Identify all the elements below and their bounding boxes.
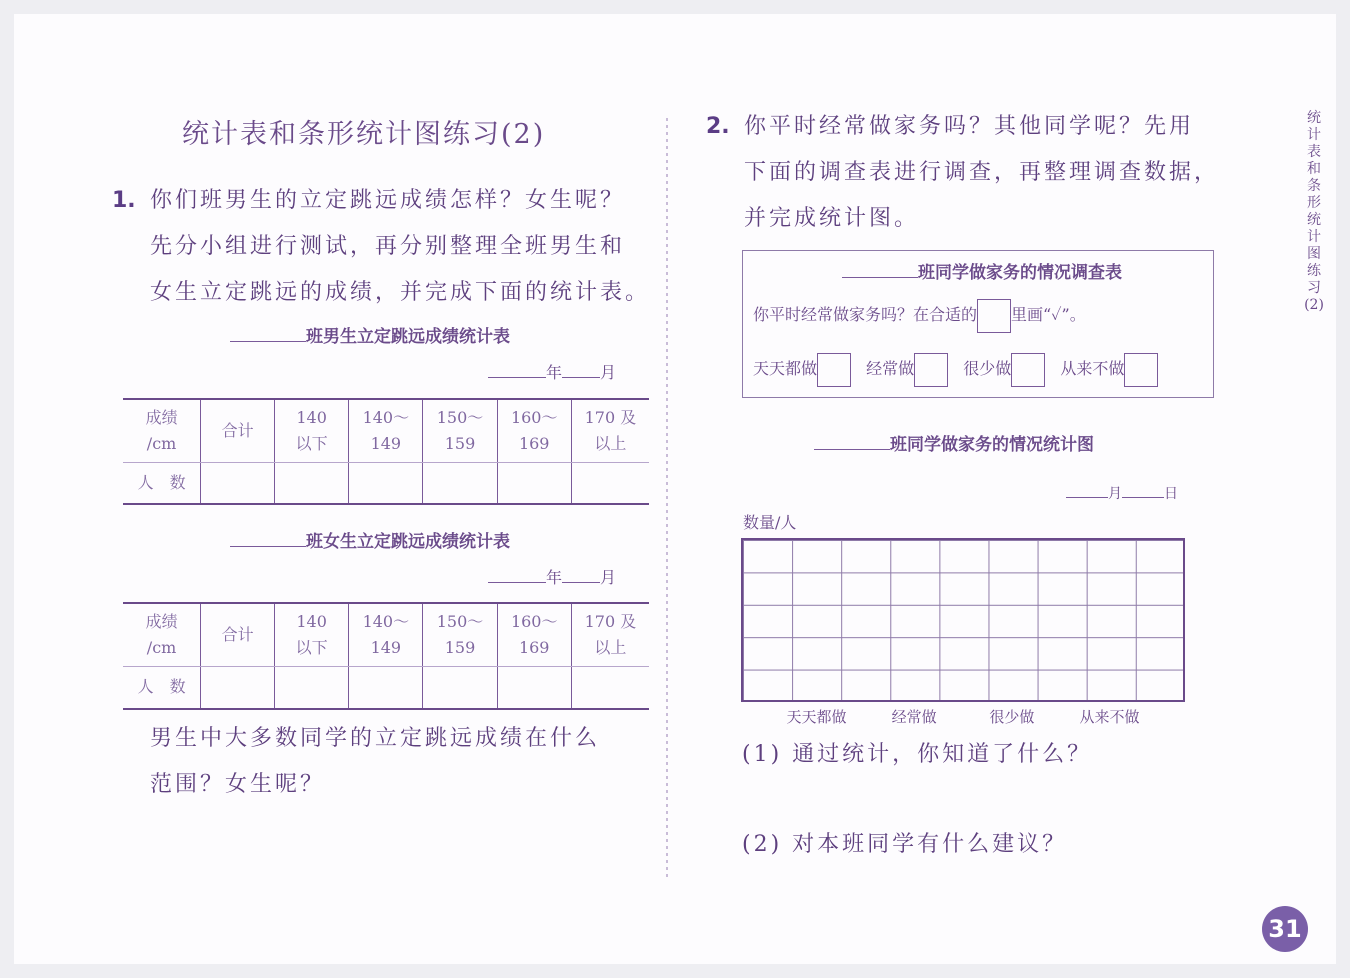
total-cell[interactable] — [201, 462, 275, 504]
girls-score-table: 成绩 /cm 合计 140 以下 140～ 149 150～ 159 160～ 169 170 及 以上 人 数 — [123, 604, 649, 708]
table-cell[interactable] — [497, 666, 571, 708]
boys-table-title: 班男生立定跳远成绩统计表 — [230, 322, 510, 347]
table-bottom-rule — [123, 503, 649, 505]
month-blank[interactable] — [1066, 497, 1108, 498]
chart-date: 月 日 — [1066, 483, 1178, 503]
survey-title: 班同学做家务的情况调查表 — [842, 258, 1122, 283]
survey-options: 天天都做 经常做 很少做 从来不做 — [753, 352, 1158, 387]
x-tick-label: 经常做 — [891, 708, 937, 726]
boys-score-table: 成绩 /cm 合计 140 以下 140～ 149 150～ 159 160～ 169 170 及 以上 人 数 — [123, 400, 649, 504]
table-cell[interactable] — [571, 666, 649, 708]
total-cell[interactable] — [201, 666, 275, 708]
year-blank[interactable] — [488, 377, 546, 378]
month-blank[interactable] — [562, 377, 600, 378]
class-blank[interactable] — [230, 341, 306, 342]
x-tick-label: 从来不做 — [1079, 708, 1140, 726]
sample-checkbox — [977, 299, 1011, 333]
question-2-text: 你平时经常做家务吗？其他同学呢？先用 下面的调查表进行调查，再整理调查数据， 并完成统计图。 — [744, 114, 1220, 231]
day-blank[interactable] — [1122, 497, 1164, 498]
table-cell[interactable] — [571, 462, 649, 504]
page-divider — [666, 118, 668, 878]
x-tick-label: 很少做 — [989, 708, 1035, 726]
option-checkbox-rarely[interactable] — [1011, 353, 1045, 387]
table-cell[interactable] — [275, 666, 349, 708]
question-1-text: 你们班男生的立定跳远成绩怎样？女生呢？ 先分小组进行测试，再分别整理全班男生和 女生立定跳远的成绩，并完成下面的统计表。 — [150, 188, 651, 305]
girls-table-title: 班女生立定跳远成绩统计表 — [230, 527, 510, 552]
sidebar-section-title: 统计表和条形统计图练习(2) — [1304, 110, 1324, 313]
table-cell[interactable] — [275, 462, 349, 504]
subquestion-2: (2) 对本班同学有什么建议？ — [742, 832, 1068, 857]
option-checkbox-often[interactable] — [914, 353, 948, 387]
survey-question: 你平时经常做家务吗？在合适的 里画“✓”。 — [753, 298, 1086, 333]
boys-table-date: 年 月 — [488, 360, 616, 383]
question-2-number: 2. — [706, 114, 730, 139]
year-blank[interactable] — [488, 582, 546, 583]
month-blank[interactable] — [562, 582, 600, 583]
page-number: 31 — [1262, 906, 1308, 952]
table-row: 人 数 — [123, 666, 649, 708]
class-blank[interactable] — [230, 546, 306, 547]
chart-title: 班同学做家务的情况统计图 — [814, 430, 1094, 455]
table-cell[interactable] — [423, 666, 497, 708]
table-cell[interactable] — [423, 462, 497, 504]
question-1-followup: 男生中大多数同学的立定跳远成绩在什么 范围？女生呢？ — [150, 726, 601, 797]
page-title: 统计表和条形统计图练习(2) — [182, 119, 546, 150]
question-1-number: 1. — [112, 188, 136, 213]
class-blank[interactable] — [814, 449, 890, 450]
bar-chart-grid[interactable] — [741, 538, 1185, 702]
table-cell[interactable] — [349, 666, 423, 708]
option-checkbox-daily[interactable] — [817, 353, 851, 387]
class-blank[interactable] — [842, 277, 918, 278]
subquestion-1: (1) 通过统计，你知道了什么？ — [742, 742, 1093, 767]
girls-table-date: 年 月 — [488, 565, 616, 588]
table-cell[interactable] — [349, 462, 423, 504]
table-row: 人 数 — [123, 462, 649, 504]
table-bottom-rule — [123, 708, 649, 710]
table-cell[interactable] — [497, 462, 571, 504]
option-checkbox-never[interactable] — [1124, 353, 1158, 387]
y-axis-label: 数量/人 — [743, 513, 797, 532]
x-tick-label: 天天都做 — [786, 708, 847, 726]
